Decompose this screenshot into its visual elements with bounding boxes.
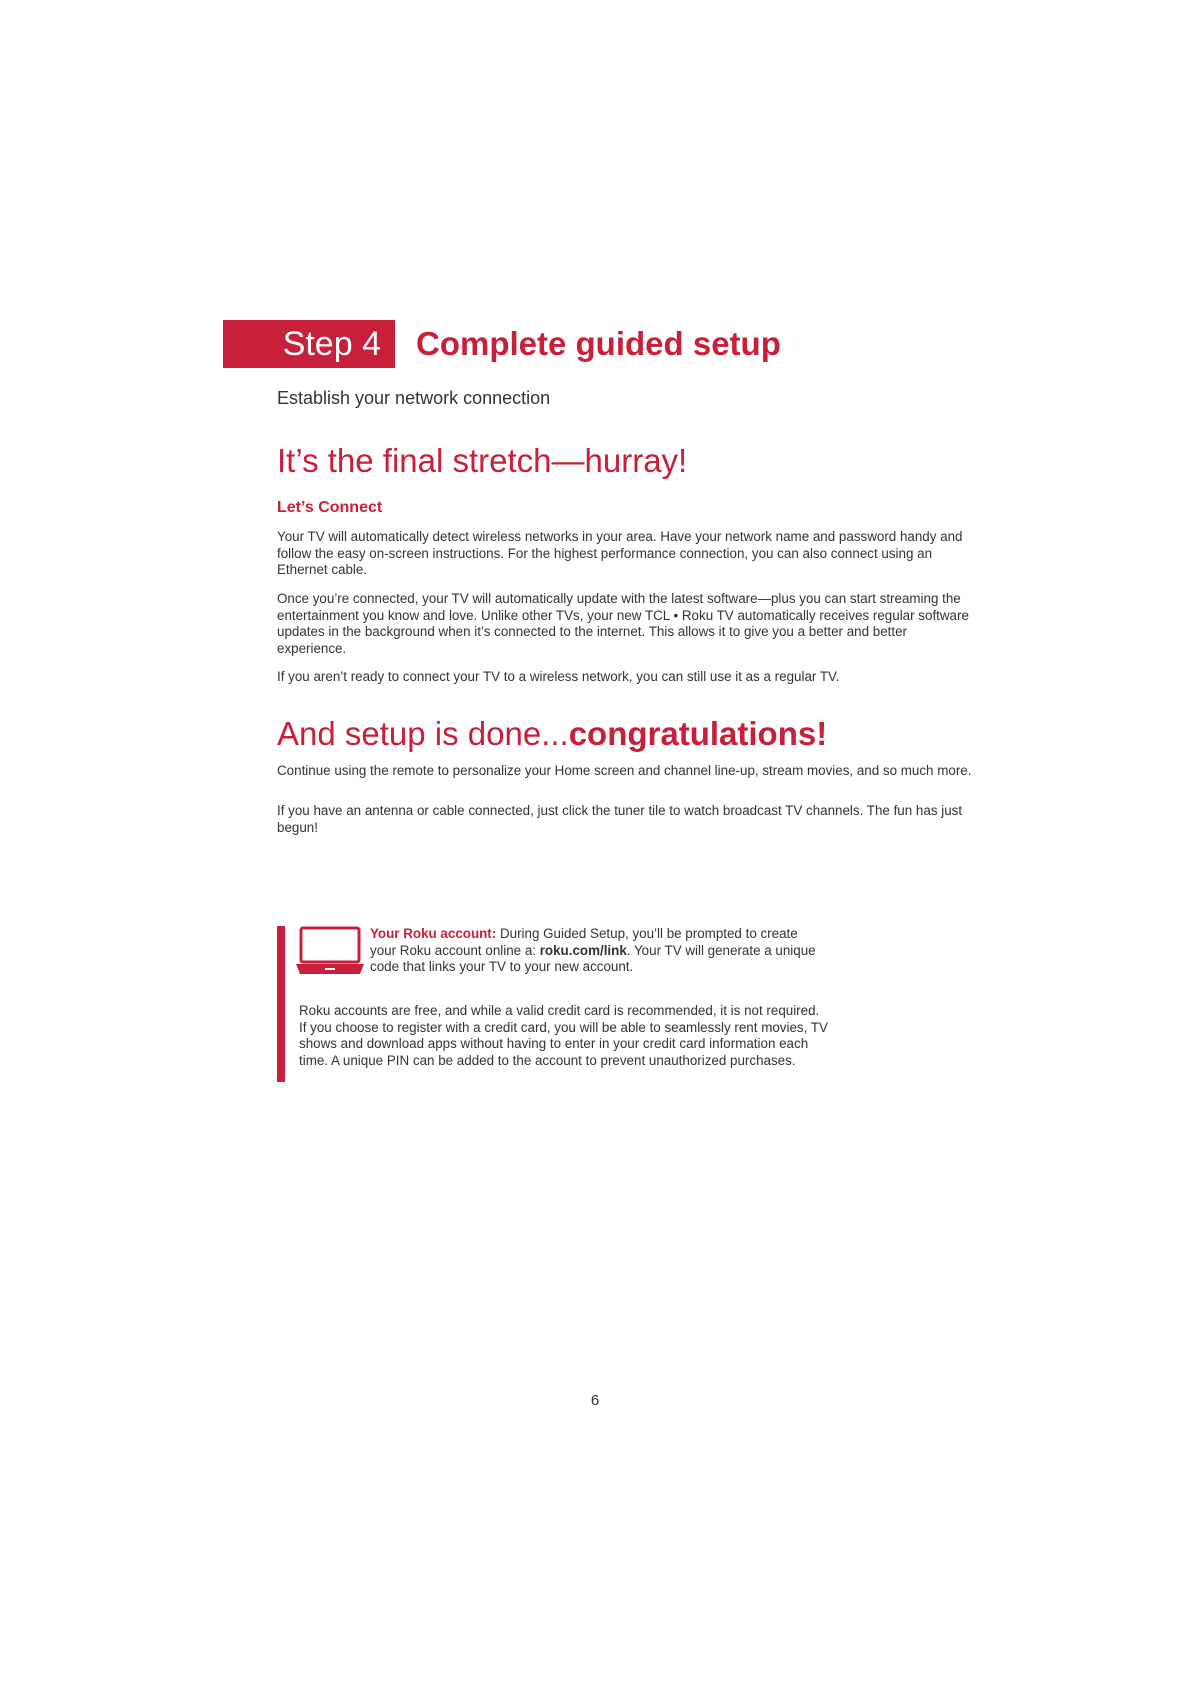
paragraph-personalize: Continue using the remote to personalize your Home screen and channel line-up, stream movies, and so much more. [277,763,972,778]
callout-lead: Your Roku account: [370,926,497,941]
step-label: Step 4 [223,320,395,368]
paragraph-detect-networks: Your TV will automatically detect wireless networks in your area. Have your network name and password handy and follow the easy on-screen instructions. For the highest performance connection, you can also connect using an Ethernet cable. [277,529,963,578]
callout-intro [370,926,820,976]
section-heading-final-stretch: It’s the final stretch—hurray! [277,442,688,479]
paragraph-antenna: If you have an antenna or cable connected, just click the tuner tile to watch broadcast TV channels. The fun has just begun! [277,803,963,835]
heading-regular-part: And setup is done... [277,715,569,752]
callout-text-after-link: . Your TV will generate a unique code that links your TV to your new account. [370,942,816,975]
subtitle: Establish your network connection [277,388,551,408]
laptop-icon [296,926,364,976]
paragraph-regular-tv: If you aren’t ready to connect your TV to a wireless network, you can still use it as a regular TV. [277,669,840,684]
heading-bold-part: congratulations! [568,715,828,752]
callout-text-before-link: During Guided Setup, you’ll be prompted to create your Roku account online a: [370,926,798,958]
page-title: Complete guided setup [416,325,781,362]
callout-accent-bar [277,926,285,1082]
callout-body: Roku accounts are free, and while a valid credit card is recommended, it is not required. If you choose to register with a credit card, you will be able to seamlessly rent movies, TV shows and download apps without having to enter in your credit card information each time. A unique PIN can be added to the account to prevent unauthorized purchases. [299,1003,828,1068]
subheading-lets-connect: Let’s Connect [277,499,383,516]
page-number: 6 [590,1392,600,1409]
section-heading-setup-done [277,714,827,754]
roku-link[interactable]: roku.com/link [539,942,627,958]
paragraph-software-updates: Once you’re connected, your TV will automatically update with the latest software—plus you can start streaming the entertainment you know and love. Unlike other TVs, your new TCL • Roku TV automatically receives regular software updates in the background when it’s connected to the internet. This allows it to give you a better and better experience. [277,591,969,656]
